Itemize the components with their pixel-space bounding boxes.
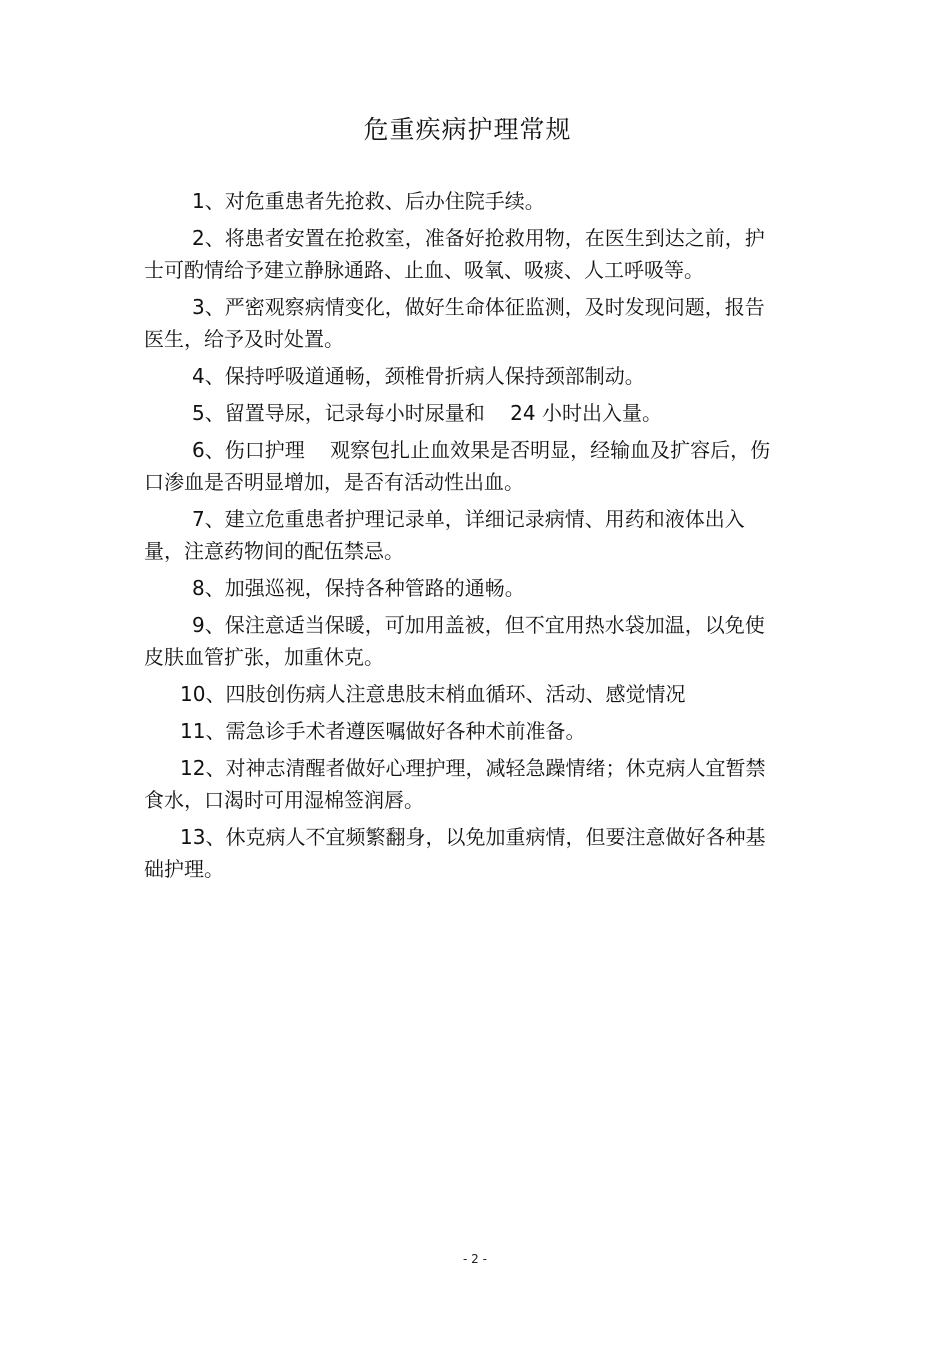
paragraph-1: 1、对危重患者先抢救、后办住院手续。 <box>192 189 545 213</box>
document-body <box>144 185 774 890</box>
paragraph-7: 7、建立危重患者护理记录单，详细记录病情、用药和液体出入量，注意药物间的配伍禁忌。 <box>144 507 745 563</box>
paragraph-12: 12、对神志清醒者做好心理护理，减轻急躁情绪；休克病人宜暂禁食水，口渴时可用湿棉签润唇。 <box>144 756 766 812</box>
paragraph-6: 6、伤口护理 观察包扎止血效果是否明显，经输血及扩容后，伤口渗血是否明显增加，是否有活动性出血。 <box>144 438 771 494</box>
document-title: 危重疾病护理常规 <box>363 115 572 144</box>
paragraph-2: 2、将患者安置在抢救室，准备好抢救用物，在医生到达之前，护士可酌情给予建立静脉通路、止血、吸氧、吸痰、人工呼吸等。 <box>144 226 765 282</box>
paragraph-8: 8、加强巡视，保持各种管路的通畅。 <box>192 576 525 600</box>
page-number: - 2 - <box>463 1252 487 1266</box>
paragraph-13: 13、休克病人不宜频繁翻身，以免加重病情，但要注意做好各种基础护理。 <box>144 825 766 881</box>
paragraph-11: 11、需急诊手术者遵医嘱做好各种术前准备。 <box>180 719 586 743</box>
paragraph-3: 3、严密观察病情变化，做好生命体征监测，及时发现问题，报告医生，给予及时处置。 <box>144 295 765 351</box>
paragraph-10: 10、四肢创伤病人注意患肢末梢血循环、活动、感觉情况 <box>180 682 686 706</box>
paragraph-4: 4、保持呼吸道通畅，颈椎骨折病人保持颈部制动。 <box>192 364 645 388</box>
paragraph-5: 5、留置导尿，记录每小时尿量和 24 小时出入量。 <box>192 401 662 425</box>
paragraph-9: 9、保注意适当保暖，可加用盖被，但不宜用热水袋加温，以免使皮肤血管扩张，加重休克。 <box>144 613 765 669</box>
